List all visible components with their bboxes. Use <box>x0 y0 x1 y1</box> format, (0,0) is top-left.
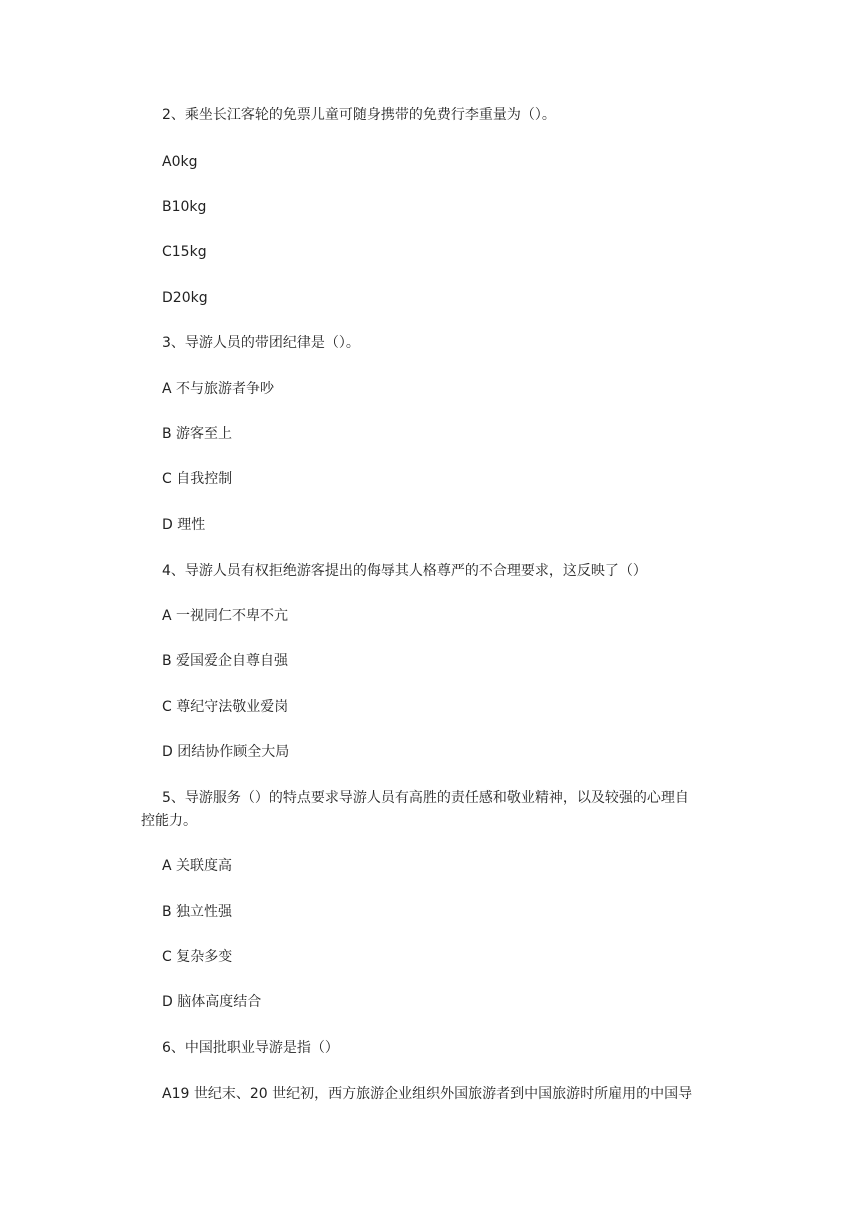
question-5-stem-line-1: 5、导游服务（）的特点要求导游人员有高胜的责任感和敬业精神，以及较强的心理自 <box>162 790 689 806</box>
question-5-option-b: B 独立性强 <box>162 904 233 920</box>
question-3-option-c: C 自我控制 <box>162 471 233 487</box>
question-4-option-c: C 尊纪守法敬业爱岗 <box>162 699 289 715</box>
question-5-option-c: C 复杂多变 <box>162 949 233 965</box>
question-3-stem: 3、导游人员的带团纪律是（）。 <box>162 335 360 351</box>
question-4-option-a: A 一视同仁不卑不亢 <box>162 608 289 624</box>
question-3-option-d: D 理性 <box>162 517 206 533</box>
question-5-option-a: A 关联度高 <box>162 858 233 874</box>
question-4-stem: 4、导游人员有权拒绝游客提出的侮辱其人格尊严的不合理要求，这反映了（） <box>162 563 647 579</box>
question-5-option-d: D 脑体高度结合 <box>162 994 262 1010</box>
question-3-option-b: B 游客至上 <box>162 426 233 442</box>
question-5-stem-line-2: 控能力。 <box>141 813 197 829</box>
question-2-option-a: A0kg <box>162 154 198 170</box>
question-2-option-b: B10kg <box>162 199 207 215</box>
question-2-option-d: D20kg <box>162 290 208 306</box>
question-6-stem: 6、中国批职业导游是指（） <box>162 1040 339 1056</box>
question-4-option-d: D 团结协作顾全大局 <box>162 744 290 760</box>
question-4-option-b: B 爱国爱企自尊自强 <box>162 653 289 669</box>
question-2-option-c: C15kg <box>162 244 207 260</box>
question-2-stem: 2、乘坐长江客轮的免票儿童可随身携带的免费行李重量为（）。 <box>162 107 556 123</box>
question-3-option-a: A 不与旅游者争吵 <box>162 381 275 397</box>
question-6-option-a: A19 世纪末、20 世纪初，西方旅游企业组织外国旅游者到中国旅游时所雇用的中国导 <box>162 1086 693 1102</box>
